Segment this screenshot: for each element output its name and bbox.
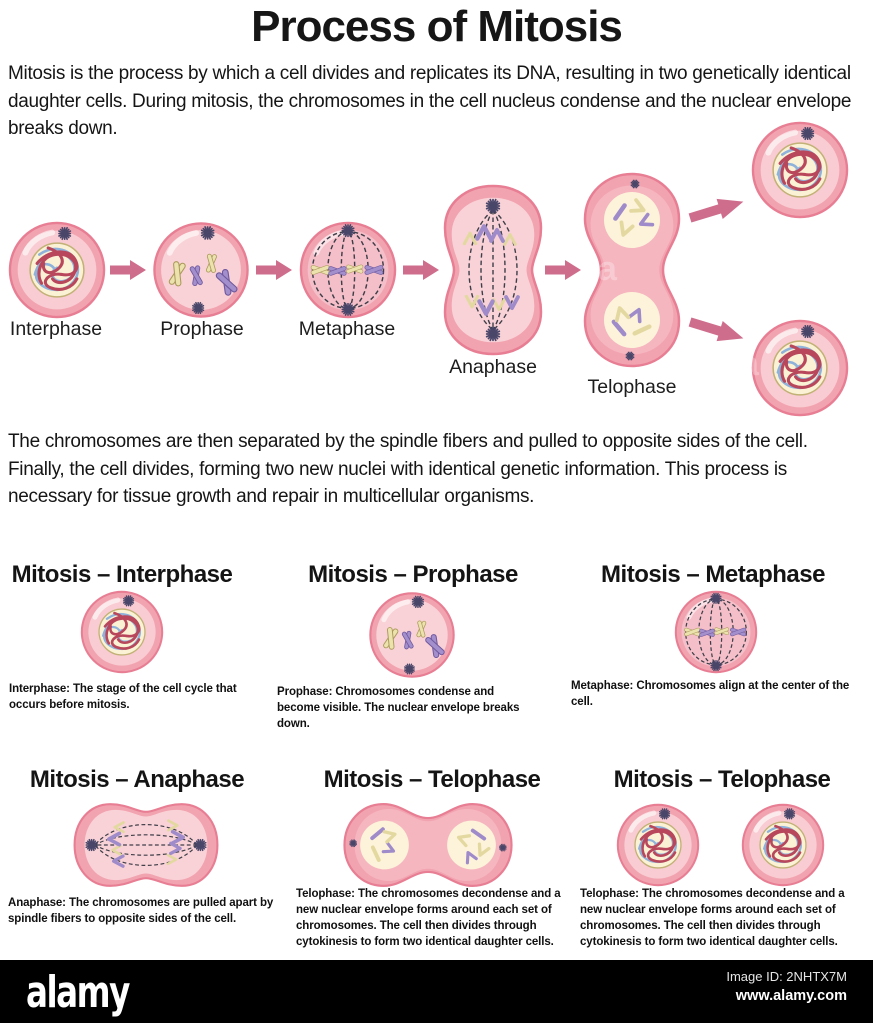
- telophase-cell-illustration: [585, 174, 679, 366]
- arrow-right-icon: [545, 260, 581, 280]
- daughter-cell-bottom-illustration: [753, 321, 847, 415]
- daughter-cell-top-illustration: [753, 123, 847, 217]
- anaphase-cell-illustration: [445, 186, 541, 354]
- metaphase-cell-illustration: [301, 223, 395, 317]
- panel-heading-anaphase: Mitosis – Anaphase: [29, 766, 245, 793]
- stage-label-metaphase: Metaphase: [298, 318, 396, 340]
- intro-paragraph: Mitosis is the process by which a cell divides and replicates its DNA, resulting in two genetically identical daughter cells. During mitosis, the chromosomes in the cell nucleus condense and the nuclear envelope breaks down.: [8, 63, 852, 139]
- image-id-label: Image ID: 2NHTX7M: [726, 969, 847, 984]
- panel-metaphase-cell-illustration: [666, 582, 766, 682]
- panel-heading-prophase: Mitosis – Prophase: [308, 561, 518, 588]
- arrow-up-right-icon: [687, 192, 747, 228]
- panel-description-telophase: Telophase: The chromosomes decondense and a new nuclear envelope forms around each set of chromosomes. The cell then divides through cytokinesis to form two identical daughter cells.: [296, 888, 561, 948]
- panel-anaphase-cell-illustration: [66, 797, 226, 893]
- watermark: a: [598, 250, 617, 288]
- footer-info: [726, 969, 847, 1004]
- stage-label-prophase: Prophase: [160, 318, 244, 340]
- panel-interphase-cell-illustration: [72, 582, 172, 682]
- page-title: Process of Mitosis: [251, 2, 622, 51]
- stage-label-anaphase: Anaphase: [449, 356, 537, 378]
- panel-description-metaphase: Metaphase: Chromosomes align at the center of the cell.: [571, 680, 850, 708]
- arrow-right-icon: [403, 260, 439, 280]
- panel-description-telophase2: Telophase: The chromosomes decondense and a new nuclear envelope forms around each set of chromosomes. The cell then divides through cytokinesis to form two identical daughter cells.: [580, 888, 845, 948]
- arrow-right-icon: [110, 260, 146, 280]
- panel-heading-metaphase: Mitosis – Metaphase: [601, 561, 825, 588]
- interphase-cell-illustration: [10, 223, 104, 317]
- watermark: a: [740, 345, 759, 383]
- alamy-logo: alamy: [26, 967, 129, 1018]
- prophase-cell-illustration: [154, 223, 247, 316]
- panel-description-interphase: Interphase: The stage of the cell cycle that occurs before mitosis.: [9, 683, 237, 711]
- panel-telophase-cell-illustration: [338, 797, 518, 893]
- description-paragraph: The chromosomes are then separated by the spindle fibers and pulled to opposite sides of the cell. Finally, the cell divides, forming two new nuclei with identical genetic information. This process is necessary for tissue growth and repair in multicellular organisms.: [8, 431, 808, 507]
- panel-description-prophase: Prophase: Chromosomes condense and become visible. The nuclear envelope breaks down.: [277, 686, 520, 730]
- mitosis-flow-diagram: [0, 118, 873, 420]
- panel-heading-telophase: Mitosis – Telophase: [323, 766, 541, 793]
- stage-label-interphase: Interphase: [9, 318, 103, 340]
- stage-label-telophase: Telophase: [587, 376, 677, 398]
- panel-description-anaphase: Anaphase: The chromosomes are pulled apart by spindle fibers to opposite sides of the cell.: [8, 897, 274, 925]
- website-label: www.alamy.com: [735, 988, 847, 1004]
- panel-heading-interphase: Mitosis – Interphase: [11, 561, 233, 588]
- panel-telophase-daughter-cells-illustration: [575, 797, 835, 893]
- panel-prophase-cell-illustration: [360, 583, 464, 687]
- arrow-right-icon: [256, 260, 292, 280]
- panel-heading-telophase2: Mitosis – Telophase: [613, 766, 831, 793]
- arrow-down-right-icon: [687, 312, 747, 348]
